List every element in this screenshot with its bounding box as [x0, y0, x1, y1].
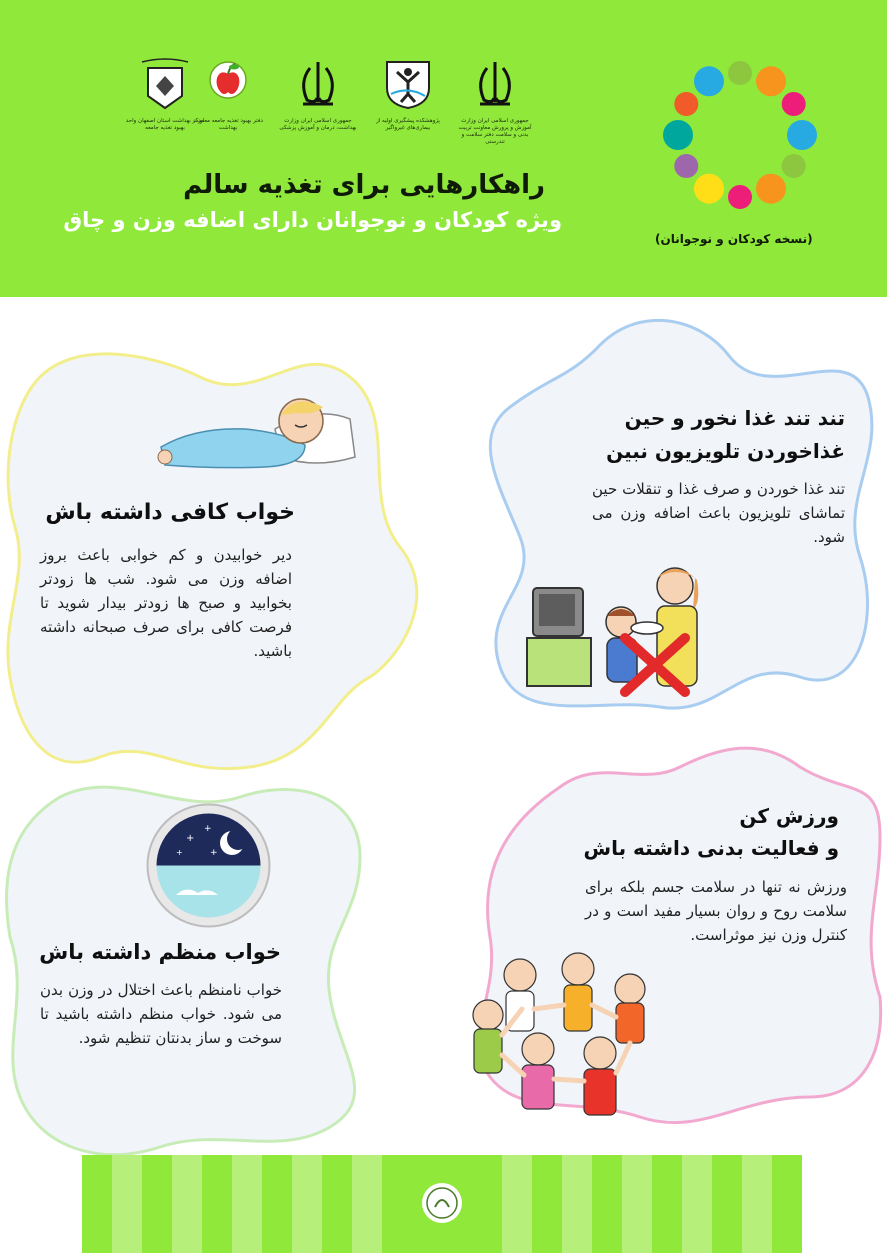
logo-caption: جمهوری اسلامی ایران وزارت آموزش و پرورش معاونت تربیت بدنی و سلامت دفتر سلامت و تندرستی	[458, 118, 532, 145]
ring-dot	[782, 154, 806, 178]
footer-stripe	[502, 1155, 532, 1253]
footer-stripe	[232, 1155, 262, 1253]
ring-dot	[756, 174, 786, 204]
logo-caption: پژوهشکده پیشگیری اولیه از بیماری‌های غیرواگیر	[376, 118, 440, 131]
tip-tv-body: تند غذا خوردن و صرف غذا و تنقلات حین تماشای تلویزیون باعث اضافه وزن می شود.	[592, 480, 845, 546]
tip-sleep-body: دیر خوابیدن و کم خوابی باعث بروز اضافه وزن می شود. شب ها زودتر بخوابید و صبح ها زودتر بیدار شوید تا فرصت کافی برای صرف صبحانه داشته باشید.	[40, 546, 292, 660]
footer-stripe	[352, 1155, 382, 1253]
research-institute-logo	[379, 58, 437, 110]
logo-caption: جمهوری اسلامی ایران وزارت بهداشت، درمان و آموزش پزشکی	[279, 118, 357, 131]
edition-label: (نسخه کودکان و نوجوانان)	[655, 232, 813, 246]
svg-text:+: +	[176, 848, 183, 857]
logo-health-ministry	[278, 58, 358, 132]
ring-dot	[728, 61, 752, 85]
footer-stripe	[682, 1155, 712, 1253]
dancing-children-illustration	[460, 945, 675, 1130]
footer-stripe	[622, 1155, 652, 1253]
tip-tv-heading	[606, 402, 845, 468]
tip-tv-heading-line2: غذاخوردن تلویزیون نبین	[606, 439, 845, 463]
iran-emblem	[466, 58, 524, 110]
tip-exercise-body: ورزش نه تنها در سلامت جسم بلکه برای سلامت روح و روان بسیار مفید است و در کنترل وزن نیز موثراست.	[585, 878, 847, 944]
footer-stripe	[112, 1155, 142, 1253]
logo-caption: دفتر بهبود تغذیه جامعه معاونت بهداشت	[193, 118, 263, 131]
ring-dot	[694, 174, 724, 204]
footer-stripe	[172, 1155, 202, 1253]
page-subtitle: ویژه کودکان و نوجوانان دارای اضافه وزن و چاق	[63, 208, 562, 232]
footer-emblem-icon	[422, 1183, 462, 1223]
ring-dot	[756, 66, 786, 96]
iran-emblem	[289, 58, 347, 110]
svg-text:+: +	[186, 833, 195, 844]
tip-exercise-heading-line1: ورزش کن	[739, 804, 839, 828]
tip-regular-sleep-body: خواب نامنظم باعث اختلال در وزن بدن می شود. خواب منظم داشته باشید تا سوخت و ساز بدنتان تنظیم شود.	[40, 981, 282, 1047]
header-banner	[0, 0, 887, 297]
logo-education-ministry	[455, 58, 535, 146]
tip-exercise-heading-line2: و فعالیت بدنی داشته باش	[583, 836, 839, 860]
ring-dot	[663, 120, 693, 150]
tip-regular-sleep-heading: خواب منظم داشته باش	[39, 940, 281, 964]
svg-text:+: +	[210, 848, 218, 858]
logo-caption: مرکز بهداشت استان اصفهان واحد بهبود تغذیه جامعه	[125, 118, 205, 131]
tip-exercise-heading	[583, 800, 839, 864]
ring-dot	[782, 92, 806, 116]
tip-tv-heading-line1: تند تند غذا نخور و حین	[624, 406, 845, 430]
color-ring-logo	[650, 45, 830, 225]
ring-dot	[787, 120, 817, 150]
isfahan-health-center-logo	[136, 58, 194, 110]
sleeping-child-illustration	[155, 385, 360, 480]
apple-nutrition-logo	[199, 58, 257, 110]
footer-stripe	[742, 1155, 772, 1253]
footer-stripe	[562, 1155, 592, 1253]
night-day-clock-icon	[146, 803, 271, 928]
ring-dot	[674, 154, 698, 178]
ring-dot	[728, 185, 752, 209]
footer-stripe	[292, 1155, 322, 1253]
ring-dot	[694, 66, 724, 96]
page-title: راهکارهایی برای تغذیه سالم	[183, 170, 545, 200]
tv-eating-children-illustration	[525, 558, 720, 698]
tip-sleep-heading: خواب کافی داشته باش	[45, 500, 295, 525]
logo-nutrition-office	[188, 58, 268, 132]
ring-dot	[674, 92, 698, 116]
svg-text:+: +	[204, 824, 212, 834]
footer-bar	[82, 1155, 802, 1253]
logo-research-institute	[368, 58, 448, 132]
